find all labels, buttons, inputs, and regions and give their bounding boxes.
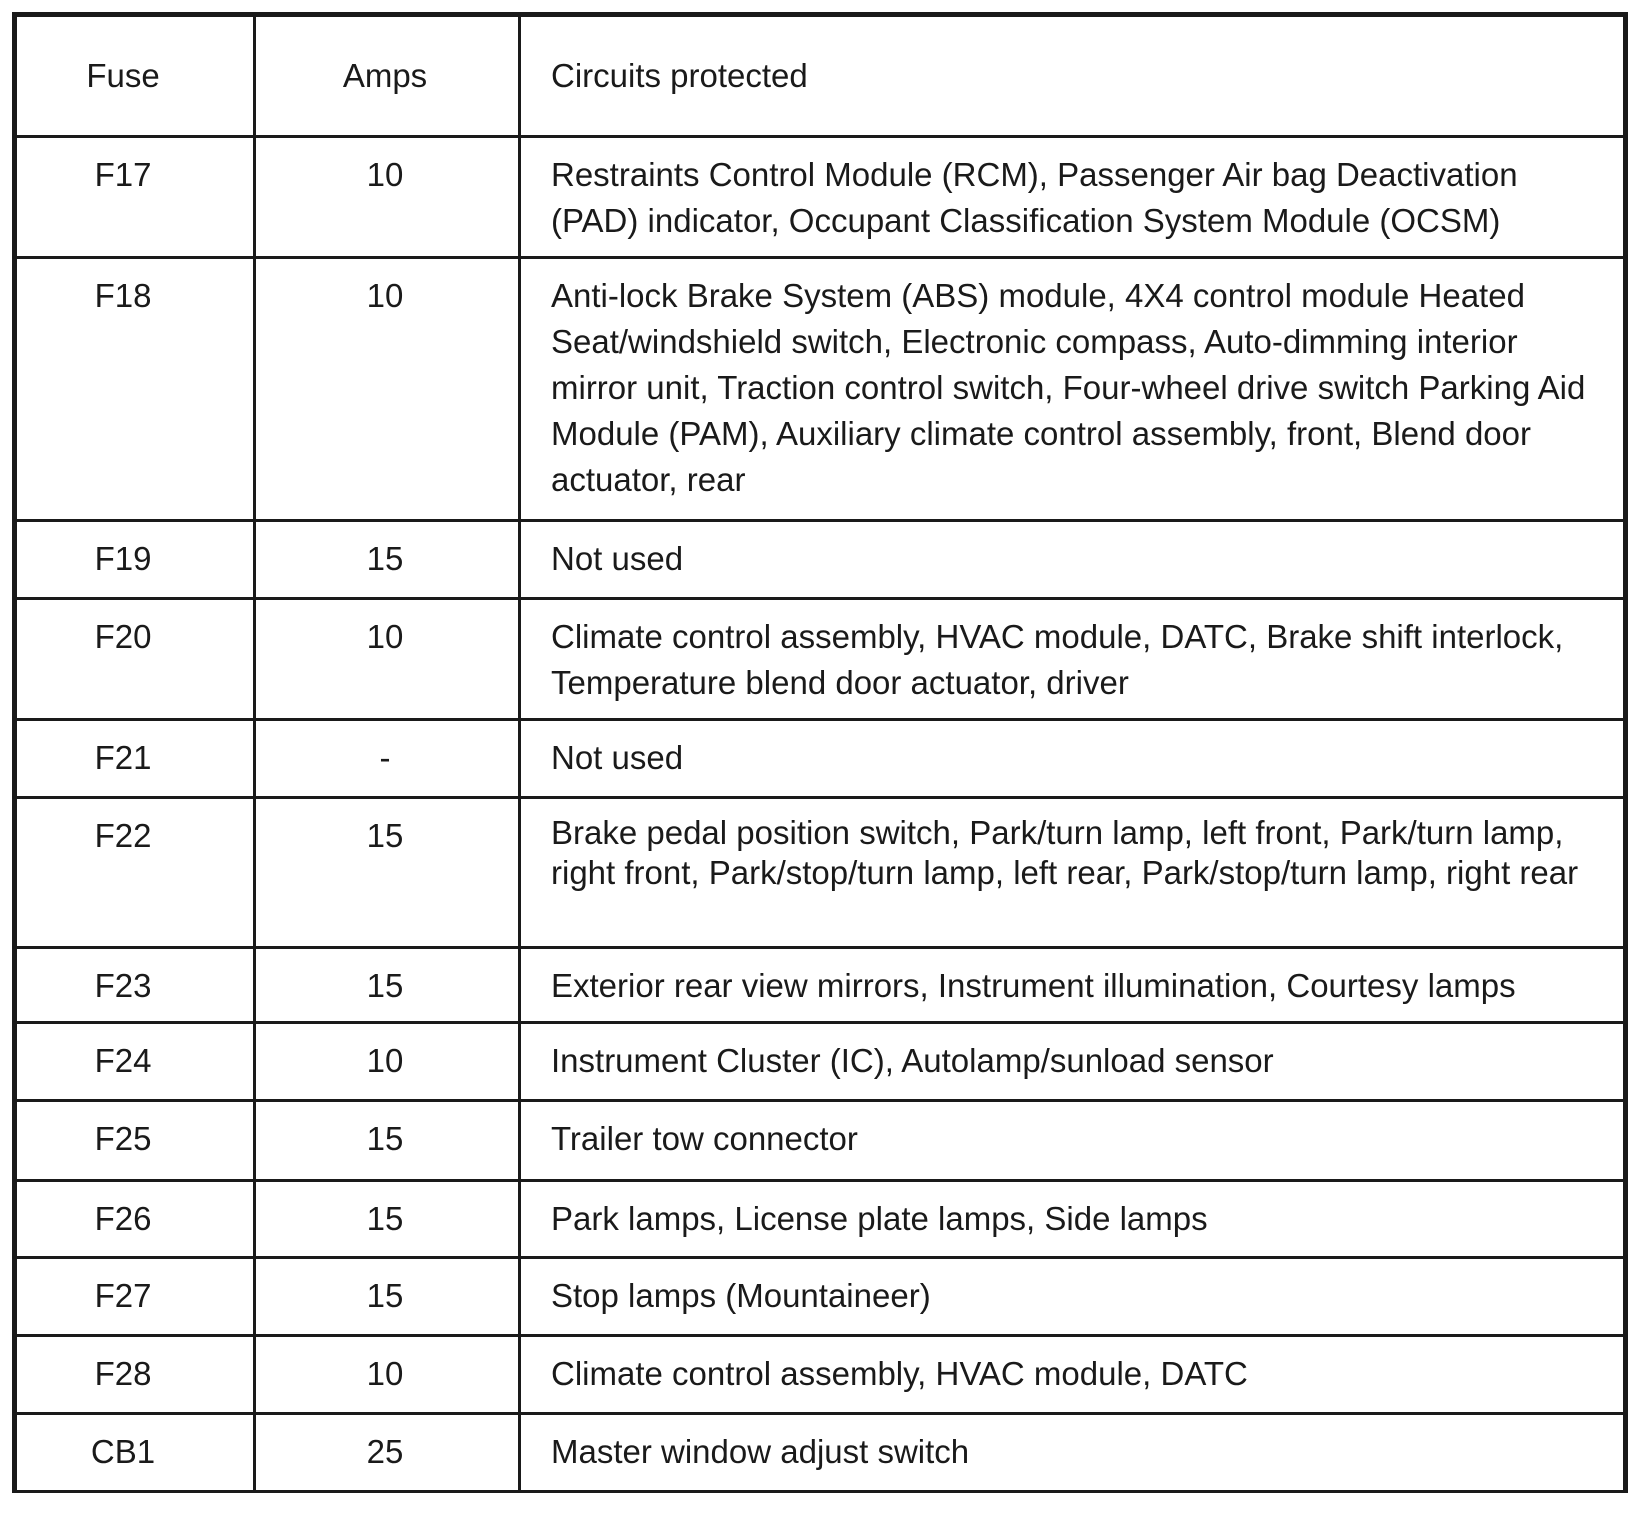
amps-cell: 15 [255, 948, 520, 1023]
amps-cell: 10 [255, 137, 520, 258]
amps-cell: 15 [255, 521, 520, 599]
table-row [15, 599, 1626, 720]
header-fuse: Fuse [15, 15, 255, 137]
table-header-row [15, 15, 1626, 137]
circuits-cell: Not used [520, 720, 1626, 798]
amps-cell: 15 [255, 1101, 520, 1181]
fuse-cell: F25 [15, 1101, 255, 1181]
circuits-cell: Stop lamps (Mountaineer) [520, 1258, 1626, 1336]
fuse-cell: F21 [15, 720, 255, 798]
circuits-cell: Master window adjust switch [520, 1414, 1626, 1492]
fuse-cell: F24 [15, 1023, 255, 1101]
amps-cell: 15 [255, 1258, 520, 1336]
fuse-cell: F17 [15, 137, 255, 258]
table-row [15, 948, 1626, 1023]
fuse-cell: F27 [15, 1258, 255, 1336]
table-row [15, 720, 1626, 798]
table-row [15, 1181, 1626, 1258]
table-row [15, 1101, 1626, 1181]
fuse-cell: F23 [15, 948, 255, 1023]
table-row [15, 1336, 1626, 1414]
circuits-cell: Park lamps, License plate lamps, Side lamps [520, 1181, 1626, 1258]
circuits-cell: Brake pedal position switch, Park/turn lamp, left front, Park/turn lamp, right front, Park/stop/turn lamp, left rear, Park/stop/turn lamp, right rear [520, 798, 1626, 948]
amps-cell: 10 [255, 599, 520, 720]
table-row [15, 137, 1626, 258]
fuse-cell: F18 [15, 258, 255, 521]
amps-cell: - [255, 720, 520, 798]
amps-cell: 10 [255, 1336, 520, 1414]
fuse-cell: F26 [15, 1181, 255, 1258]
header-circuits: Circuits protected [520, 15, 1626, 137]
fuse-cell: F19 [15, 521, 255, 599]
amps-cell: 10 [255, 258, 520, 521]
header-amps: Amps [255, 15, 520, 137]
table-row [15, 521, 1626, 599]
fuse-cell: F20 [15, 599, 255, 720]
fuse-cell: F28 [15, 1336, 255, 1414]
amps-cell: 15 [255, 1181, 520, 1258]
fuse-table [12, 12, 1628, 1493]
table-row [15, 1023, 1626, 1101]
circuits-cell: Instrument Cluster (IC), Autolamp/sunload sensor [520, 1023, 1626, 1101]
circuits-cell: Restraints Control Module (RCM), Passenger Air bag Deactivation (PAD) indicator, Occupant Classification System Module (OCSM) [520, 137, 1626, 258]
circuits-cell: Exterior rear view mirrors, Instrument illumination, Courtesy lamps [520, 948, 1626, 1023]
fuse-cell: F22 [15, 798, 255, 948]
amps-cell: 10 [255, 1023, 520, 1101]
circuits-cell: Not used [520, 521, 1626, 599]
table-row [15, 798, 1626, 948]
circuits-cell: Anti-lock Brake System (ABS) module, 4X4 control module Heated Seat/windshield switch, Electronic compass, Auto-dimming interior mirror unit, Traction control switch, Four-wheel drive switch Parking Aid Module (PAM), Auxiliary climate control assembly, front, Blend door actuator, rear [520, 258, 1626, 521]
amps-cell: 15 [255, 798, 520, 948]
table-row [15, 258, 1626, 521]
circuits-cell: Climate control assembly, HVAC module, DATC, Brake shift interlock, Temperature blend door actuator, driver [520, 599, 1626, 720]
circuits-cell: Trailer tow connector [520, 1101, 1626, 1181]
fuse-cell: CB1 [15, 1414, 255, 1492]
circuits-cell: Climate control assembly, HVAC module, DATC [520, 1336, 1626, 1414]
amps-cell: 25 [255, 1414, 520, 1492]
table-row [15, 1414, 1626, 1492]
table-row [15, 1258, 1626, 1336]
